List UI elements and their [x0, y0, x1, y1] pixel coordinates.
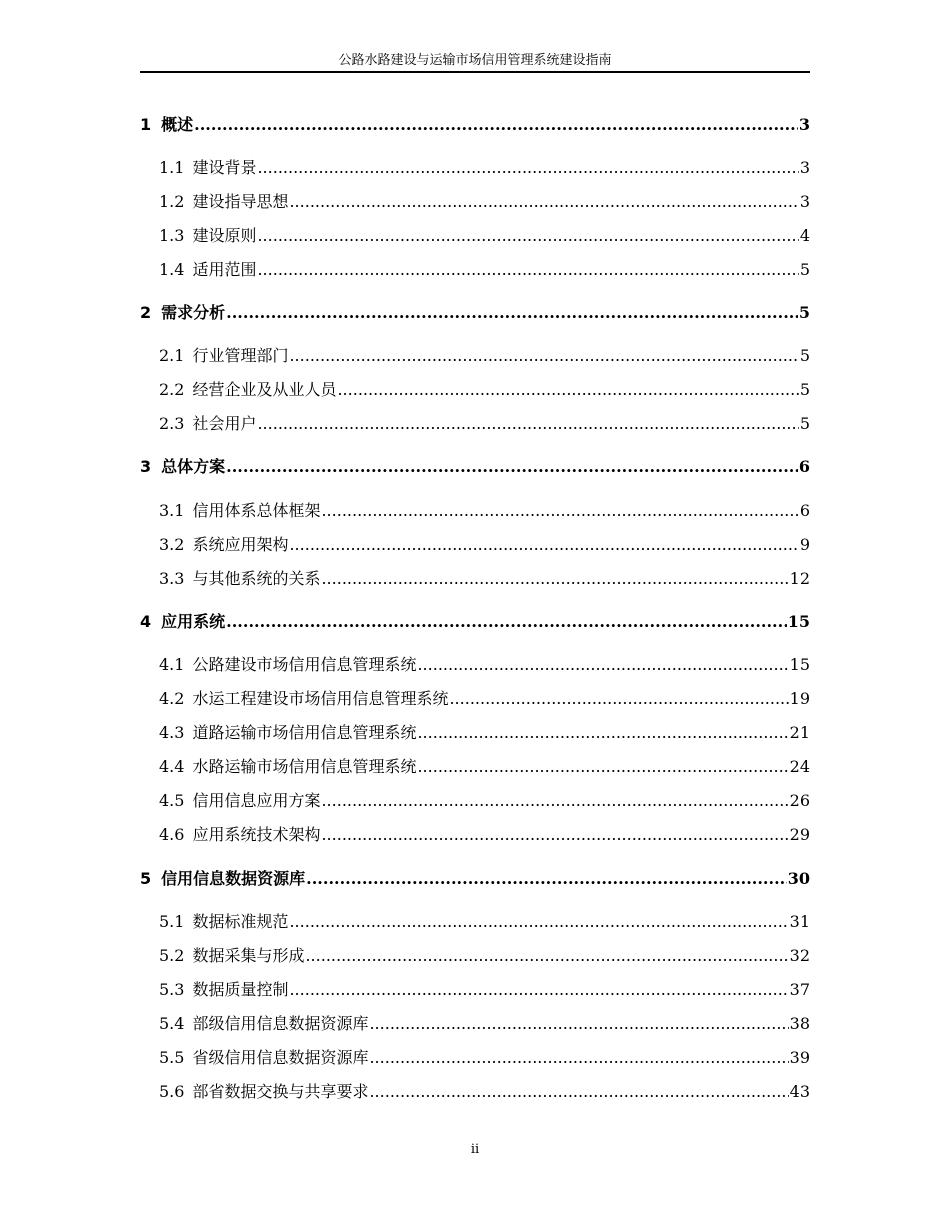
page-number: ii	[470, 1142, 480, 1157]
toc-entry-number: 4.5	[159, 791, 185, 810]
toc-dot-leader	[321, 791, 788, 811]
toc-entry-number: 5.4	[159, 1014, 185, 1033]
toc-entry-page: 6	[798, 457, 810, 476]
toc-entry-title: 建设指导思想	[192, 192, 289, 211]
toc-chapter-entry[interactable]	[140, 457, 810, 477]
toc-section-entry[interactable]	[159, 380, 810, 400]
toc-entry-number: 4.3	[159, 723, 185, 742]
toc-chapter-entry[interactable]	[140, 869, 810, 889]
toc-entry-page: 31	[789, 912, 810, 931]
toc-entry-title: 社会用户	[192, 414, 257, 433]
toc-dot-leader	[417, 757, 788, 777]
toc-entry-number: 5.2	[159, 946, 185, 965]
toc-entry-title: 水路运输市场信用信息管理系统	[192, 757, 417, 776]
toc-dot-leader	[257, 414, 798, 434]
toc-entry-title: 总体方案	[161, 457, 226, 476]
toc-entry-title: 应用系统	[161, 612, 226, 631]
toc-entry-page: 12	[789, 569, 810, 588]
toc-entry-title: 应用系统技术架构	[192, 825, 321, 844]
toc-entry-page: 9	[799, 535, 810, 554]
toc-dot-leader	[417, 655, 788, 675]
toc-entry-page: 29	[789, 825, 810, 844]
toc-entry-number: 4.6	[159, 825, 185, 844]
toc-section-entry[interactable]	[159, 569, 810, 589]
toc-section-entry[interactable]	[159, 1048, 810, 1068]
toc-dot-leader	[226, 303, 798, 323]
toc-section-entry[interactable]	[159, 260, 810, 280]
toc-entry-page: 15	[789, 655, 810, 674]
toc-entry-title: 信用信息数据资源库	[161, 869, 306, 888]
toc-dot-leader	[337, 380, 798, 400]
toc-entry-number: 2.1	[159, 346, 185, 365]
toc-entry-title: 与其他系统的关系	[192, 569, 321, 588]
toc-entry-title: 需求分析	[161, 303, 226, 322]
toc-entry-page: 5	[799, 414, 810, 433]
toc-dot-leader	[226, 457, 798, 477]
toc-chapter-entry[interactable]	[140, 115, 810, 135]
toc-entry-title: 公路建设市场信用信息管理系统	[192, 655, 417, 674]
toc-entry-number: 4.4	[159, 757, 185, 776]
toc-section-entry[interactable]	[159, 1014, 810, 1034]
toc-entry-title: 概述	[161, 115, 194, 134]
page-header-title: 公路水路建设与运输市场信用管理系统建设指南	[338, 53, 612, 68]
toc-entry-number: 4	[140, 612, 152, 631]
toc-entry-number: 5	[140, 869, 152, 888]
toc-entry-title: 信用信息应用方案	[192, 791, 321, 810]
toc-entry-page: 5	[799, 260, 810, 279]
toc-entry-number: 1.1	[159, 158, 185, 177]
toc-entry-number: 3.1	[159, 501, 185, 520]
toc-entry-title: 水运工程建设市场信用信息管理系统	[192, 689, 449, 708]
toc-entry-page: 43	[789, 1082, 810, 1101]
toc-entry-number: 5.6	[159, 1082, 185, 1101]
toc-section-entry[interactable]	[159, 501, 810, 521]
header-rule	[140, 71, 810, 73]
toc-section-entry[interactable]	[159, 791, 810, 811]
toc-entry-number: 1.4	[159, 260, 185, 279]
toc-entry-number: 1.2	[159, 192, 185, 211]
toc-entry-title: 省级信用信息数据资源库	[192, 1048, 369, 1067]
toc-entry-number: 5.5	[159, 1048, 185, 1067]
toc-entry-page: 19	[789, 689, 810, 708]
toc-entry-number: 1.3	[159, 226, 185, 245]
toc-section-entry[interactable]	[159, 535, 810, 555]
toc-dot-leader	[306, 869, 787, 889]
toc-entry-title: 数据质量控制	[192, 980, 289, 999]
toc-dot-leader	[257, 158, 798, 178]
toc-entry-number: 2.2	[159, 380, 185, 399]
toc-dot-leader	[289, 192, 798, 212]
toc-entry-page: 26	[789, 791, 810, 810]
toc-entry-title: 数据采集与形成	[192, 946, 305, 965]
toc-dot-leader	[289, 346, 798, 366]
toc-section-entry[interactable]	[159, 723, 810, 743]
toc-dot-leader	[369, 1048, 788, 1068]
toc-entry-title: 行业管理部门	[192, 346, 289, 365]
toc-dot-leader	[369, 1082, 788, 1102]
toc-entry-page: 39	[789, 1048, 810, 1067]
toc-entry-page: 37	[789, 980, 810, 999]
toc-entry-title: 道路运输市场信用信息管理系统	[192, 723, 417, 742]
toc-dot-leader	[417, 723, 788, 743]
toc-section-entry[interactable]	[159, 1082, 810, 1102]
toc-entry-number: 5.3	[159, 980, 185, 999]
toc-entry-number: 2	[140, 303, 152, 322]
toc-dot-leader	[305, 946, 788, 966]
toc-entry-number: 3.2	[159, 535, 185, 554]
toc-dot-leader	[257, 260, 798, 280]
toc-entry-page: 38	[789, 1014, 810, 1033]
toc-section-entry[interactable]	[159, 192, 810, 212]
toc-entry-title: 适用范围	[192, 260, 257, 279]
toc-section-entry[interactable]	[159, 757, 810, 777]
toc-section-entry[interactable]	[159, 346, 810, 366]
toc-entry-number: 1	[140, 115, 152, 134]
toc-entry-page: 5	[799, 346, 810, 365]
toc-section-entry[interactable]	[159, 689, 810, 709]
toc-dot-leader	[194, 115, 798, 135]
toc-entry-number: 4.1	[159, 655, 185, 674]
toc-entry-number: 3.3	[159, 569, 185, 588]
toc-section-entry[interactable]	[159, 825, 810, 845]
toc-entry-number: 4.2	[159, 689, 185, 708]
toc-entry-page: 15	[787, 612, 810, 631]
toc-entry-number: 3	[140, 457, 152, 476]
toc-entry-title: 部级信用信息数据资源库	[192, 1014, 369, 1033]
toc-entry-page: 24	[789, 757, 810, 776]
toc-section-entry[interactable]	[159, 158, 810, 178]
toc-dot-leader	[449, 689, 788, 709]
toc-entry-title: 系统应用架构	[192, 535, 289, 554]
toc-section-entry[interactable]	[159, 912, 810, 932]
toc-entry-page: 6	[799, 501, 810, 520]
toc-dot-leader	[321, 569, 788, 589]
toc-entry-page: 3	[799, 192, 810, 211]
toc-entry-page: 3	[799, 158, 810, 177]
toc-section-entry[interactable]	[159, 655, 810, 675]
toc-dot-leader	[321, 825, 788, 845]
toc-dot-leader	[226, 612, 787, 632]
toc-entry-title: 部省数据交换与共享要求	[192, 1082, 369, 1101]
toc-entry-page: 5	[799, 380, 810, 399]
toc-entry-number: 5.1	[159, 912, 185, 931]
toc-entry-title: 数据标准规范	[192, 912, 289, 931]
toc-chapter-entry[interactable]	[140, 303, 810, 323]
toc-section-entry[interactable]	[159, 414, 810, 434]
toc-dot-leader	[321, 501, 798, 521]
toc-dot-leader	[257, 226, 798, 246]
toc-dot-leader	[289, 980, 788, 1000]
toc-section-entry[interactable]	[159, 946, 810, 966]
toc-entry-title: 经营企业及从业人员	[192, 380, 337, 399]
toc-dot-leader	[369, 1014, 788, 1034]
toc-entry-title: 信用体系总体框架	[192, 501, 321, 520]
toc-dot-leader	[289, 535, 798, 555]
toc-entry-page: 32	[789, 946, 810, 965]
toc-entry-title: 建设原则	[192, 226, 257, 245]
toc-entry-page: 3	[798, 115, 810, 134]
toc-entry-title: 建设背景	[192, 158, 257, 177]
toc-section-entry[interactable]	[159, 980, 810, 1000]
toc-entry-page: 21	[789, 723, 810, 742]
toc-entry-page: 4	[799, 226, 810, 245]
toc-dot-leader	[289, 912, 788, 932]
toc-entry-number: 2.3	[159, 414, 185, 433]
toc-entry-page: 30	[787, 869, 810, 888]
toc-section-entry[interactable]	[159, 226, 810, 246]
toc-entry-page: 5	[798, 303, 810, 322]
toc-chapter-entry[interactable]	[140, 612, 810, 632]
